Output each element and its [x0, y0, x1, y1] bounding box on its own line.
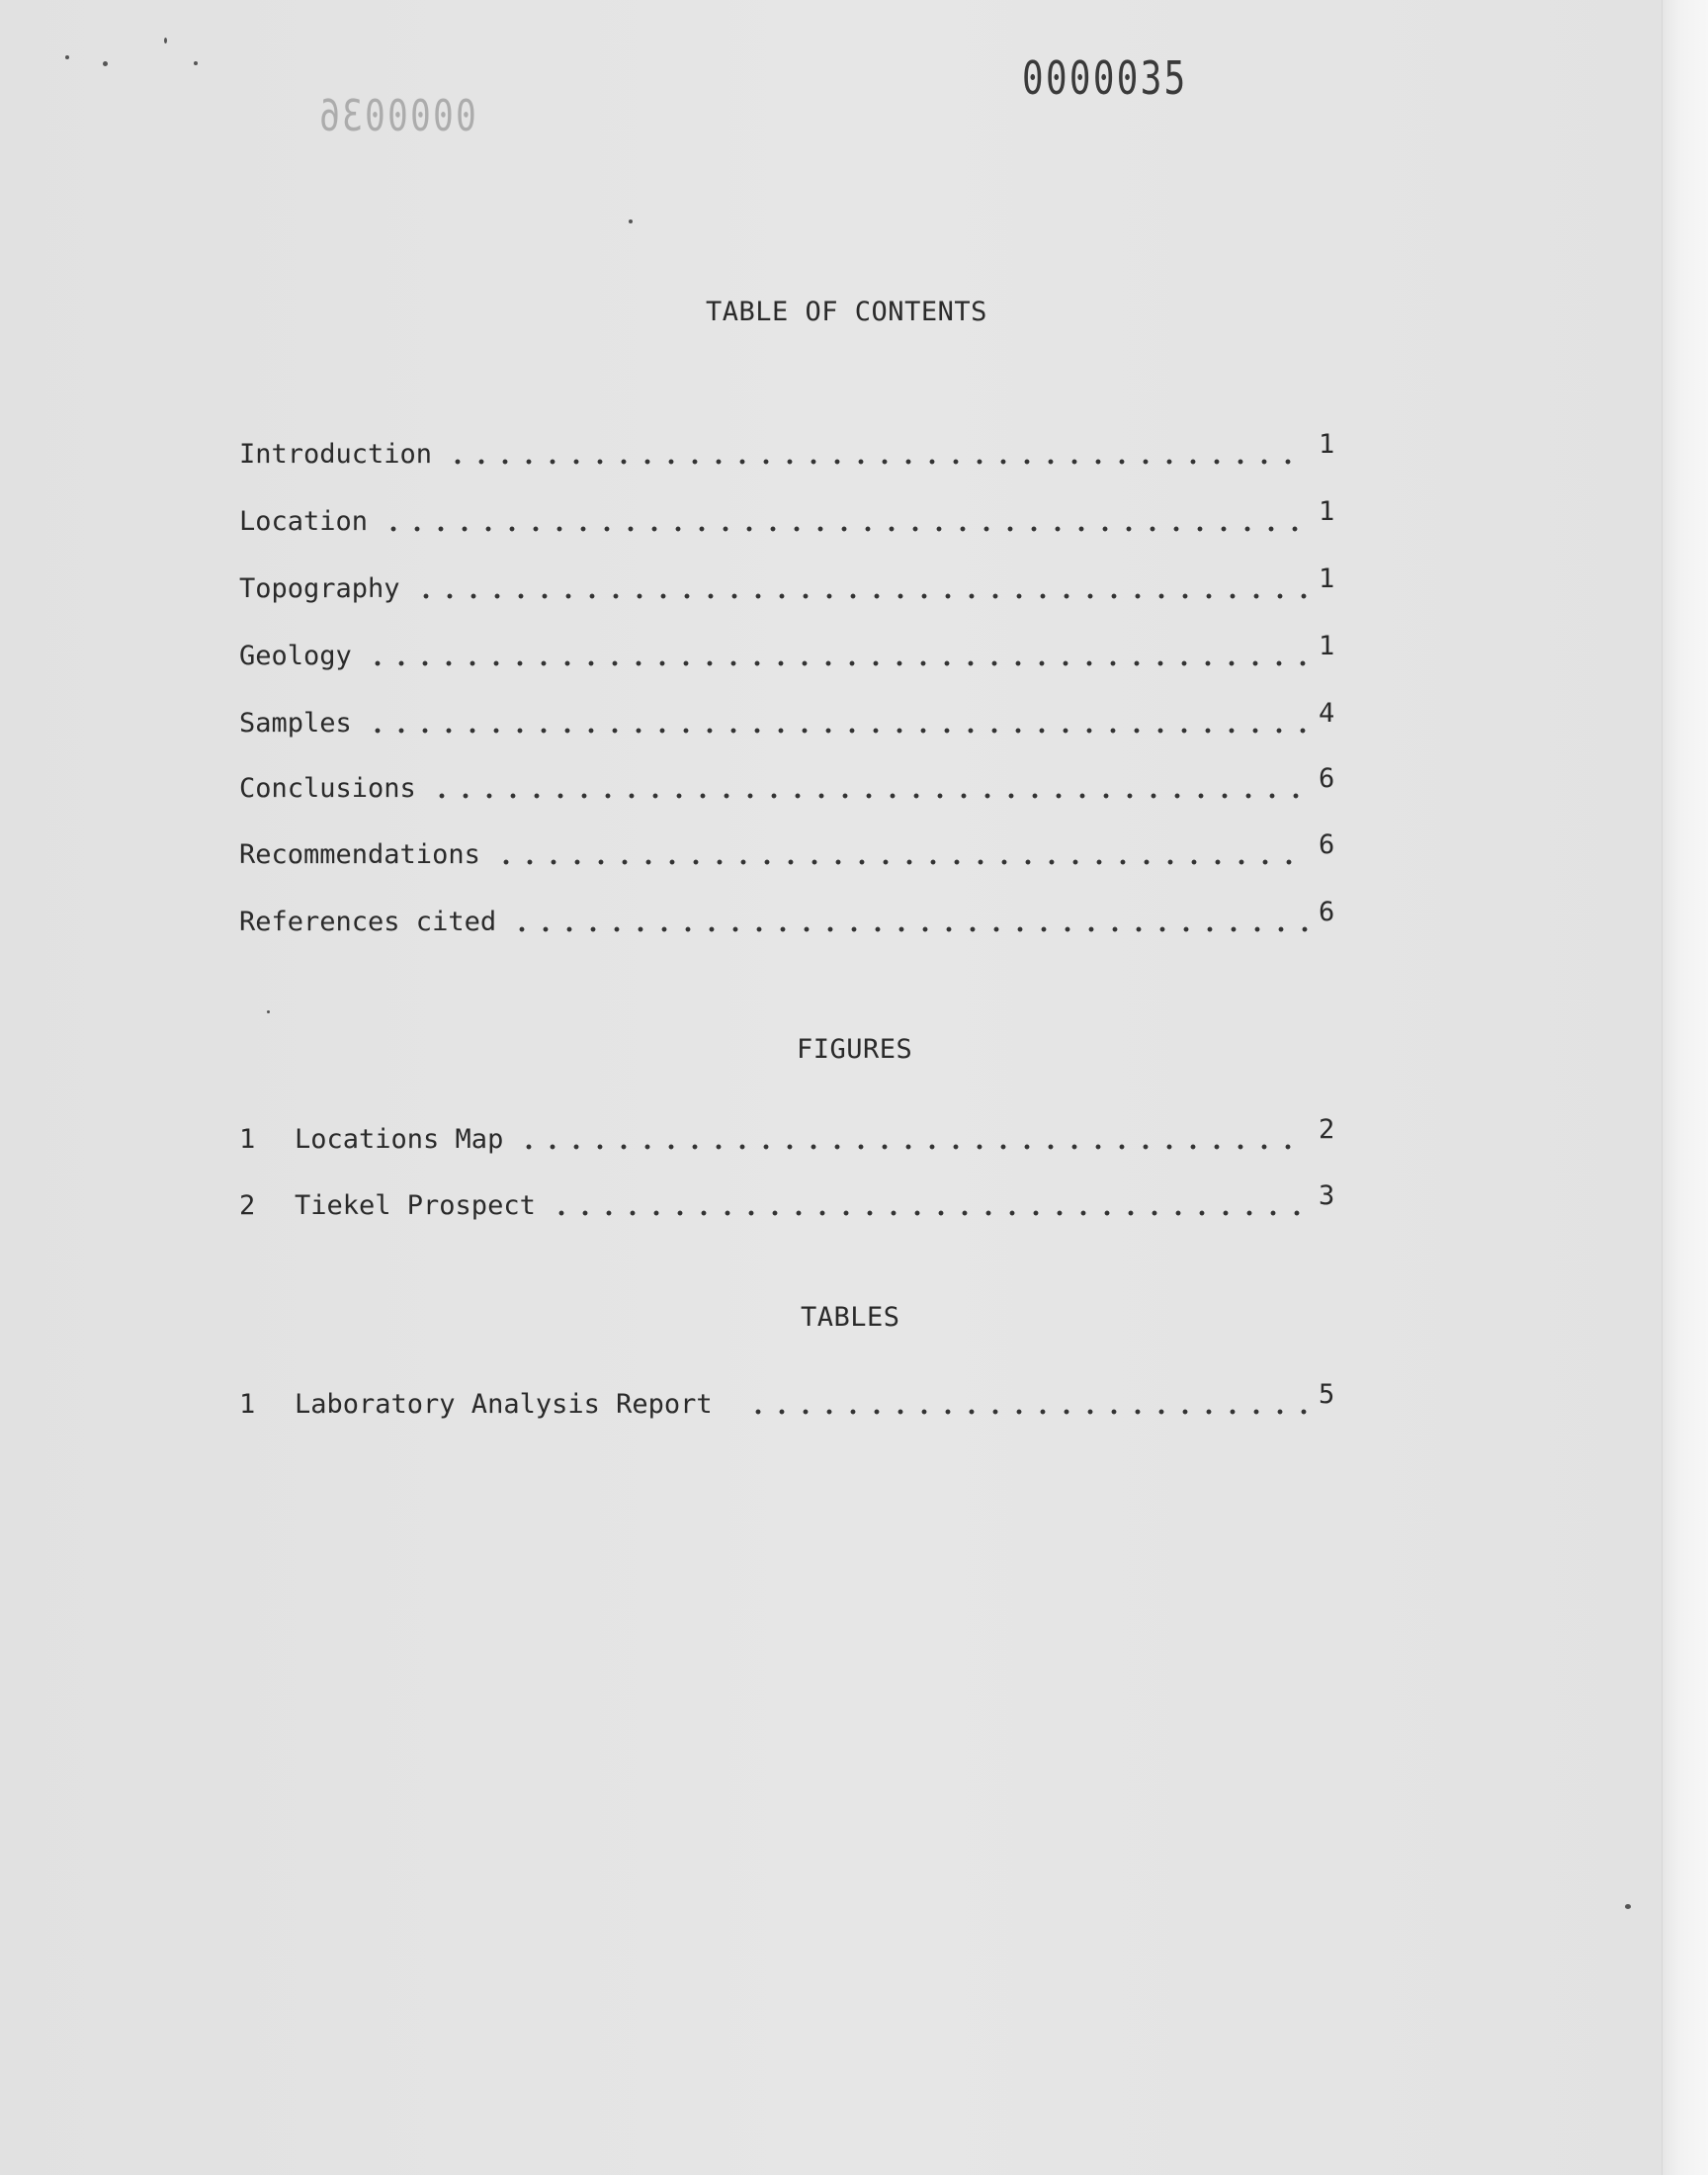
toc-entry-page: 1: [1319, 429, 1335, 460]
table-entry-label: Laboratory Analysis Report: [295, 1389, 713, 1420]
table-entry-number: 1: [239, 1389, 256, 1420]
toc-entry-label: Location: [239, 506, 369, 537]
figure-entry-number: 2: [239, 1190, 256, 1221]
toc-entry-label: Topography: [239, 573, 400, 604]
scan-speck: [629, 219, 633, 223]
toc-entry-label: Introduction: [239, 439, 433, 470]
figure-entry-label: Locations Map: [295, 1124, 504, 1155]
figure-entry: [239, 1181, 1348, 1221]
toc-entry-label: Recommendations: [239, 839, 480, 870]
toc-entry-page: 1: [1319, 631, 1335, 661]
scan-speck: [103, 61, 108, 66]
toc-entry-page: 6: [1319, 829, 1335, 860]
dot-leader: [746, 1384, 1309, 1420]
toc-entry-label: References cited: [239, 907, 497, 937]
toc-entry-label: Geology: [239, 641, 352, 671]
figure-entry-page: 3: [1319, 1180, 1335, 1211]
dot-leader: [550, 1185, 1309, 1221]
toc-entry-page: 4: [1319, 698, 1335, 729]
figure-entry-label: Tiekel Prospect: [295, 1190, 536, 1221]
scan-speck: [164, 38, 167, 44]
dot-leader: [414, 568, 1309, 604]
dot-leader: [510, 902, 1309, 937]
table-entry: [239, 1380, 1348, 1420]
toc-entry: [239, 699, 1348, 739]
toc-entry-label: Conclusions: [239, 773, 416, 804]
stamp-ghost-bleedthrough: 0000036: [316, 91, 476, 141]
toc-entry-page: 6: [1319, 763, 1335, 794]
toc-entry: [239, 565, 1348, 604]
tables-heading: TABLES: [801, 1302, 900, 1333]
page-edge: [1662, 0, 1708, 2175]
toc-heading: TABLE OF CONTENTS: [706, 297, 987, 327]
figure-entry-number: 1: [239, 1124, 256, 1155]
dot-leader: [366, 636, 1309, 671]
scan-speck: [267, 1010, 270, 1013]
toc-entry-page: 1: [1319, 496, 1335, 527]
dot-leader: [382, 501, 1309, 537]
table-entry-page: 5: [1319, 1379, 1335, 1410]
scan-speck: [1625, 1904, 1631, 1909]
toc-entry-label: Samples: [239, 708, 352, 739]
toc-entry: [239, 764, 1348, 804]
toc-entry: [239, 497, 1348, 537]
figure-entry: [239, 1115, 1348, 1155]
dot-leader: [446, 434, 1309, 470]
toc-entry-page: 1: [1319, 564, 1335, 594]
toc-entry: [239, 632, 1348, 671]
toc-entry: [239, 430, 1348, 470]
figure-entry-page: 2: [1319, 1114, 1335, 1145]
figures-heading: FIGURES: [797, 1034, 913, 1065]
dot-leader: [517, 1119, 1309, 1155]
toc-entry-page: 6: [1319, 897, 1335, 927]
toc-entry: [239, 898, 1348, 937]
stamp-number: 0000035: [1022, 51, 1188, 105]
scan-speck: [65, 55, 69, 59]
toc-entry: [239, 830, 1348, 870]
dot-leader: [494, 834, 1309, 870]
dot-leader: [366, 703, 1309, 739]
dot-leader: [430, 768, 1309, 804]
scan-speck: [194, 61, 198, 65]
